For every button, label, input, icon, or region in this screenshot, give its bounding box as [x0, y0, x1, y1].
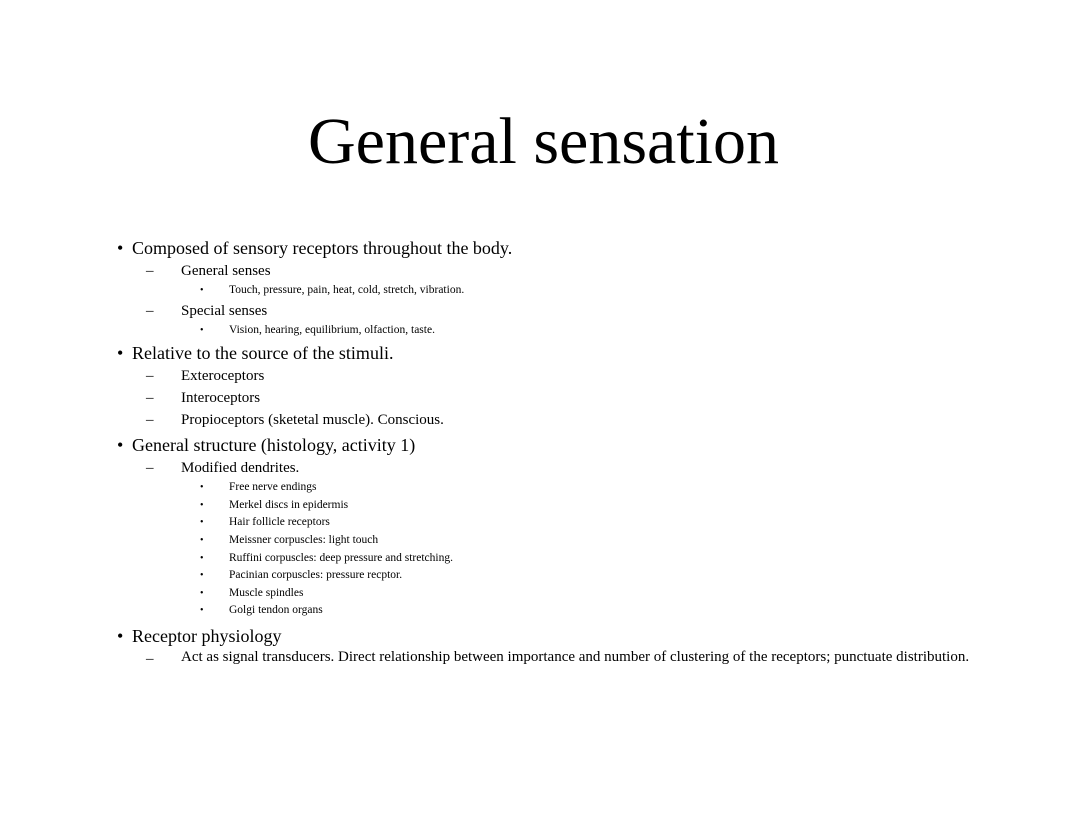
list-item-text: Composed of sensory receptors throughout the body.: [132, 238, 513, 258]
list-item-text: Ruffini corpuscles: deep pressure and stretching.: [229, 551, 453, 564]
list-item-l1: [0, 624, 1087, 648]
list-item-text: Vision, hearing, equilibrium, olfaction, taste.: [229, 323, 435, 336]
bullet-icon: •: [200, 499, 204, 511]
list-item-l3: [0, 282, 1087, 300]
bullet-icon: •: [117, 625, 124, 646]
list-item-text: Interoceptors: [181, 390, 261, 407]
list-item-l2: [0, 457, 1087, 479]
list-item-l2: [0, 409, 1087, 431]
list-item-l3: [0, 550, 1087, 568]
slide-title: General sensation: [308, 105, 779, 178]
bullet-icon: •: [200, 482, 204, 494]
dash-icon: –: [146, 412, 154, 429]
list-item-text: Propioceptors (sketetal muscle). Conscious.: [181, 412, 444, 429]
list-item-l3: [0, 585, 1087, 603]
list-item-l3: [0, 497, 1087, 515]
list-item-text: General senses: [181, 263, 271, 279]
list-item-text: Muscle spindles: [229, 586, 304, 599]
list-item-l2: [0, 365, 1087, 387]
bullet-icon: •: [200, 605, 204, 617]
dash-icon: –: [146, 302, 154, 319]
list-item-l2: [0, 648, 1087, 688]
list-item-text: Pacinian corpuscles: pressure recptor.: [229, 569, 403, 582]
list-item-l3: [0, 602, 1087, 620]
list-item-text: Modified dendrites.: [181, 460, 300, 477]
slide-body: [0, 236, 1087, 688]
dash-icon: –: [146, 368, 154, 385]
list-item-l3: [0, 514, 1087, 532]
list-item-text: Touch, pressure, pain, heat, cold, stretch, vibration.: [229, 284, 465, 296]
list-item-l1: [0, 236, 1087, 260]
list-item-text: Relative to the source of the stimuli.: [132, 343, 394, 364]
bullet-icon: •: [200, 570, 204, 582]
bullet-icon: •: [200, 552, 204, 564]
list-item-text: Golgi tendon organs: [229, 604, 323, 617]
bullet-icon: •: [117, 343, 124, 364]
list-item-l2: [0, 300, 1087, 322]
dash-icon: –: [146, 390, 154, 407]
list-item-l2: [0, 260, 1087, 282]
dash-icon: –: [146, 650, 154, 667]
list-item-l2: [0, 387, 1087, 409]
list-item-text: Receptor physiology: [132, 625, 282, 646]
dash-icon: –: [146, 460, 154, 477]
bullet-icon: •: [200, 324, 204, 336]
bullet-icon: •: [200, 587, 204, 599]
list-item-text: General structure (histology, activity 1): [132, 435, 416, 456]
list-item-text: Exteroceptors: [181, 368, 265, 385]
bullet-icon: •: [200, 285, 204, 296]
list-item-text: Special senses: [181, 302, 268, 319]
list-item-l3: [0, 479, 1087, 497]
list-item-text: Act as signal transducers. Direct relationship between importance and number of clustering of the receptors; punctuate distribution.: [181, 648, 970, 665]
list-item-l3: [0, 532, 1087, 550]
list-item-text: Meissner corpuscles: light touch: [229, 533, 379, 546]
list-item-l3: [0, 322, 1087, 340]
list-item-text: Free nerve endings: [229, 481, 317, 494]
dash-icon: –: [146, 263, 154, 279]
list-item-l3: [0, 567, 1087, 585]
list-item-l1: [0, 433, 1087, 457]
list-item-l1: [0, 341, 1087, 365]
list-item-text: Merkel discs in epidermis: [229, 498, 349, 511]
list-item-text: Hair follicle receptors: [229, 516, 330, 529]
bullet-icon: •: [117, 238, 124, 258]
bullet-icon: •: [117, 435, 124, 456]
bullet-icon: •: [200, 534, 204, 546]
bullet-icon: •: [200, 517, 204, 529]
